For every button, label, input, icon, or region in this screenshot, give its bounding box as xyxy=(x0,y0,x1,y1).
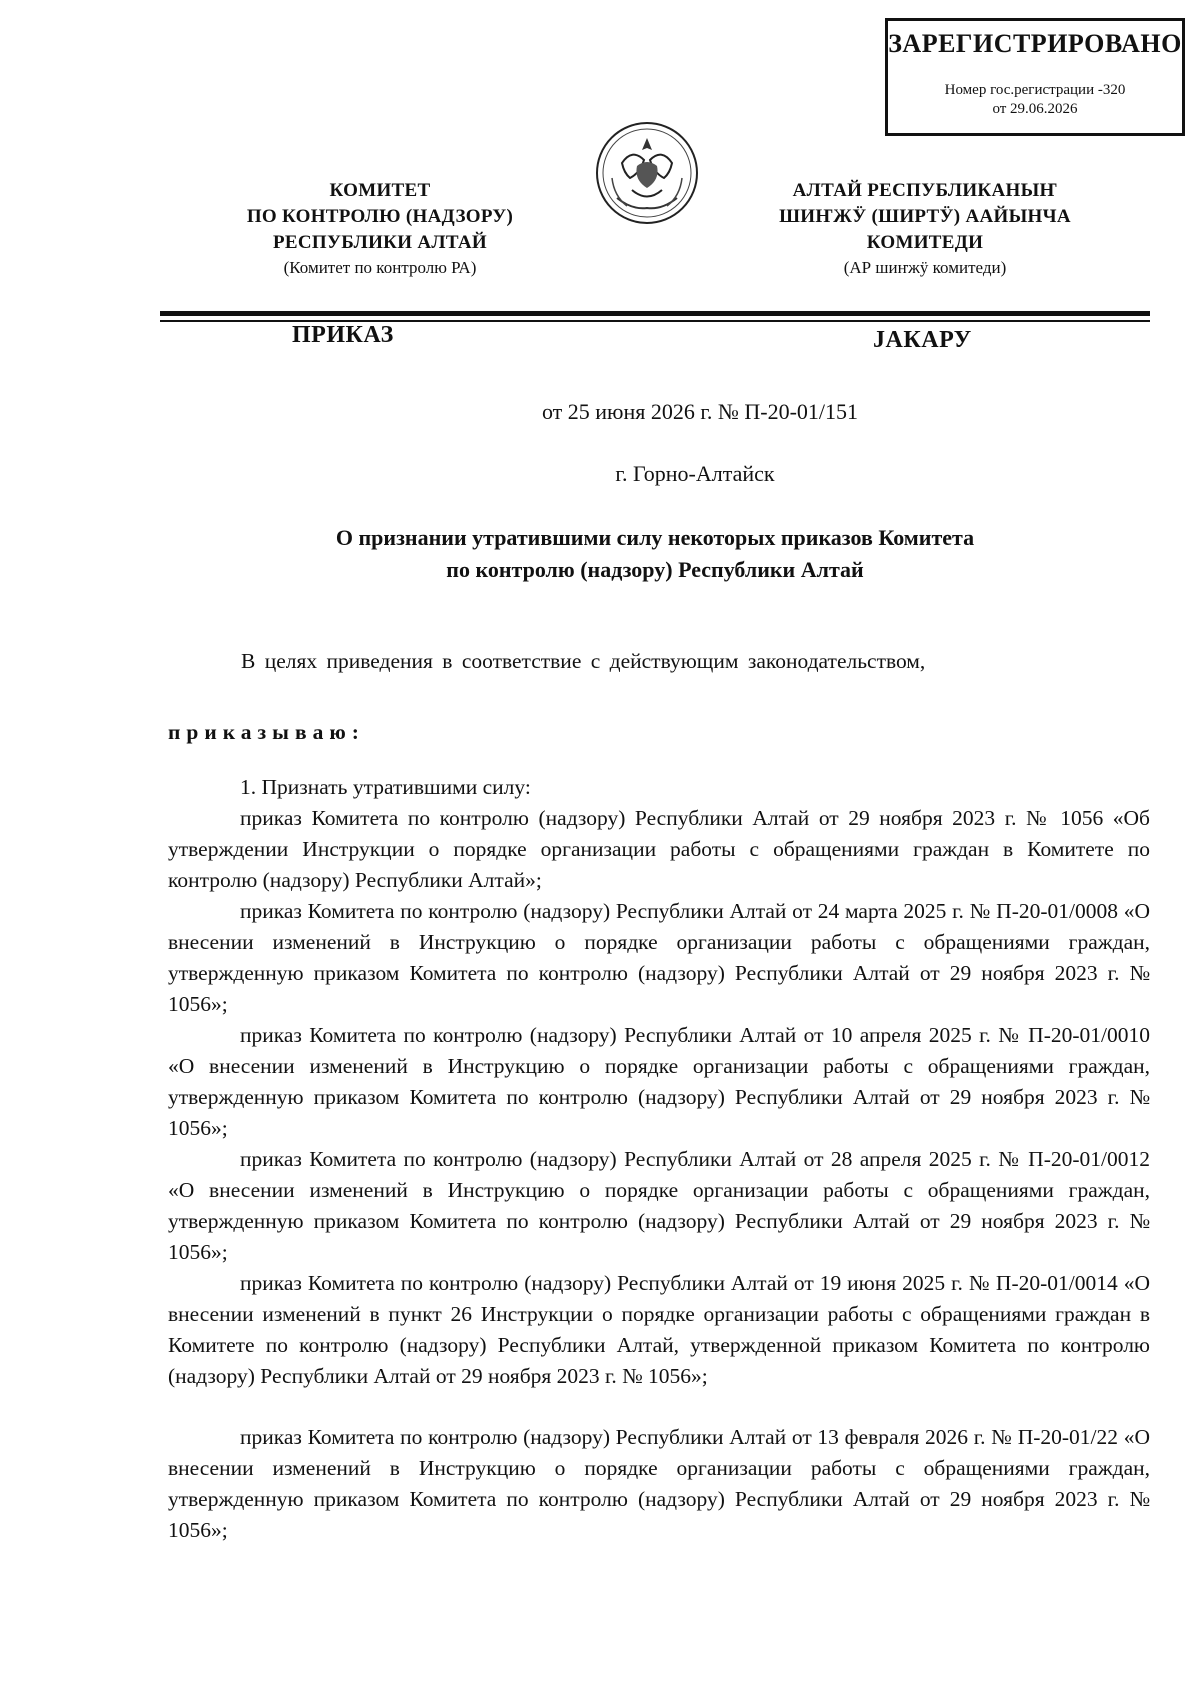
item-1-heading: 1. Признать утратившими силу: xyxy=(240,775,531,799)
committee-name-altai xyxy=(745,178,1105,280)
order-word: приказываю: xyxy=(168,720,365,744)
committee-name-alt-line3: КОМИТЕДИ xyxy=(866,232,984,253)
header-divider-thick xyxy=(160,311,1150,316)
repealed-order-paragraph: приказ Комитета по контролю (надзору) Республики Алтай от 29 ноября 2023 г. № 1056 «Об утверждении Инструкции о порядке организации работы с обращениями граждан в Комитете по контролю (надзору) Республики Алтай»; xyxy=(168,806,1150,892)
document-title-line1: О признании утратившими силу некоторых приказов Комитета xyxy=(335,525,975,550)
altai-republic-coat-of-arms-icon xyxy=(592,118,702,228)
document-date-number: от 25 июня 2026 г. № П-20-01/151 xyxy=(541,399,859,424)
repealed-order-paragraph: приказ Комитета по контролю (надзору) Республики Алтай от 13 февраля 2026 г. № П-20-01/22 «О внесении изменений в Инструкцию о порядке организации работы с обращениями граждан, утвержденную приказом Комитета по контролю (надзору) Республики Алтай от 29 ноября 2023 г. № 1056»; xyxy=(168,1425,1150,1542)
committee-name-russian xyxy=(210,178,550,280)
repealed-order-paragraph: приказ Комитета по контролю (надзору) Республики Алтай от 19 июня 2025 г. № П-20-01/0014 «О внесении изменений в пункт 26 Инструкции о порядке организации работы с обращениями граждан в Комитете по контролю (надзору) Республики Алтай, утвержденной приказом Комитета по контролю (надзору) Республики Алтай от 29 ноября 2023 г. № 1056»; xyxy=(168,1271,1150,1388)
preamble: В целях приведения в соответствие с действующим законодательством, xyxy=(241,649,926,673)
repealed-order-paragraph: приказ Комитета по контролю (надзору) Республики Алтай от 10 апреля 2025 г. № П-20-01/0010 «О внесении изменений в Инструкцию о порядке организации работы с обращениями граждан, утвержденную приказом Комитета по контролю (надзору) Республики Алтай от 29 ноября 2023 г. № 1056»; xyxy=(168,1023,1150,1140)
document-type-russian: ПРИКАЗ xyxy=(292,322,394,348)
registration-stamp-title: ЗАРЕГИСТРИРОВАНО xyxy=(888,29,1182,58)
committee-name-alt-line1: АЛТАЙ РЕСПУБЛИКАНЫҤ xyxy=(792,180,1058,201)
committee-name-alt-line2: ШИҤЖӰ (ШИРТӰ) ААЙЫНЧА xyxy=(779,206,1071,227)
document-type-altai: ЈАКАРУ xyxy=(873,327,972,353)
registration-stamp xyxy=(885,18,1185,136)
registration-number: Номер гос.регистрации -320 xyxy=(944,82,1126,98)
committee-name-ru-line2: ПО КОНТРОЛЮ (НАДЗОРУ) xyxy=(246,206,514,227)
repealed-order-paragraph: приказ Комитета по контролю (надзору) Республики Алтай от 24 марта 2025 г. № П-20-01/0008 «О внесении изменений в Инструкцию о порядке организации работы с обращениями граждан, утвержденную приказом Комитета по контролю (надзору) Республики Алтай от 29 ноября 2023 г. № 1056»; xyxy=(168,899,1150,1016)
committee-name-ru-line1: КОМИТЕТ xyxy=(329,180,431,201)
document-title-line2: по контролю (надзору) Республики Алтай xyxy=(446,557,864,582)
committee-short-name-ru: (Комитет по контролю РА) xyxy=(283,258,477,277)
document-title xyxy=(160,522,1150,586)
repealed-order-paragraph: приказ Комитета по контролю (надзору) Республики Алтай от 28 апреля 2025 г. № П-20-01/0012 «О внесении изменений в Инструкцию о порядке организации работы с обращениями граждан, утвержденную приказом Комитета по контролю (надзору) Республики Алтай от 29 ноября 2023 г. № 1056»; xyxy=(168,1147,1150,1264)
committee-name-ru-line3: РЕСПУБЛИКИ АЛТАЙ xyxy=(273,232,487,253)
document-city: г. Горно-Алтайск xyxy=(615,461,775,486)
committee-short-name-alt: (АР шиҥжӱ комитеди) xyxy=(843,258,1007,277)
registration-date: от 29.06.2026 xyxy=(992,101,1078,117)
